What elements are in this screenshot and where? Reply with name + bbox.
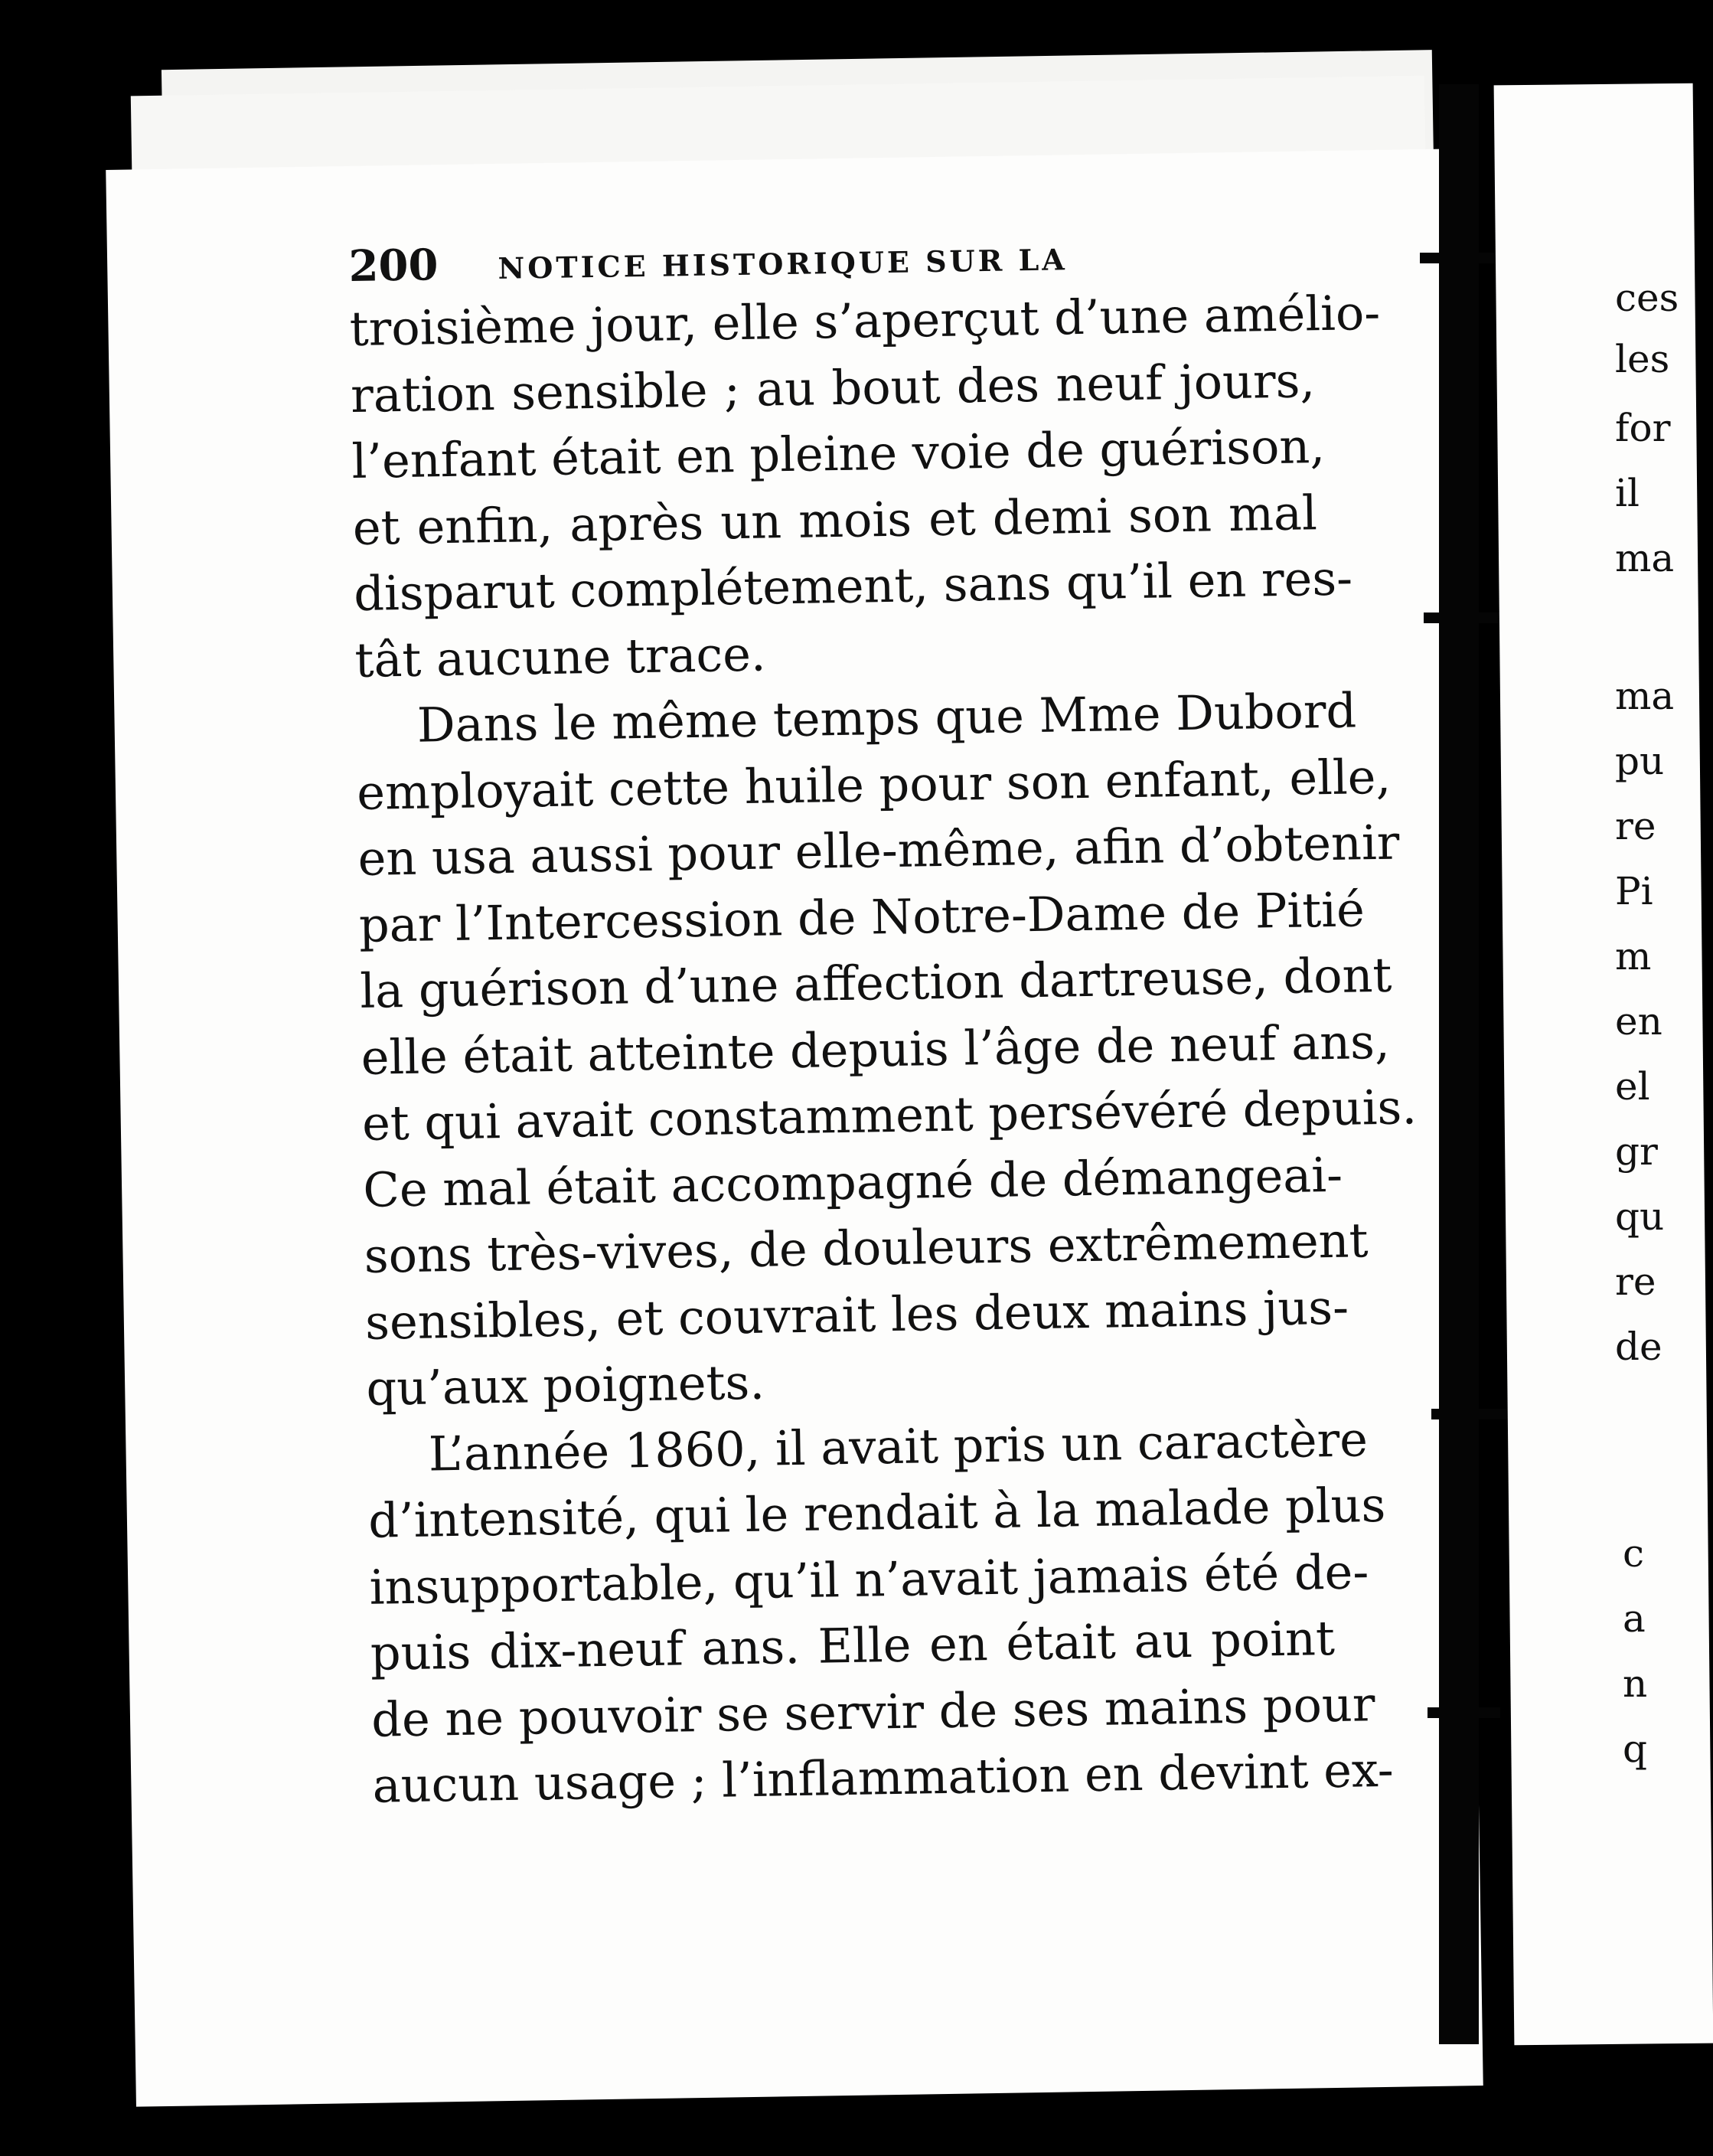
- facing-page-fragment: ces: [1615, 276, 1679, 320]
- text-line: L’année 1860, il avait pris un caractère: [428, 1410, 1369, 1482]
- facing-page-fragment: Pi: [1615, 869, 1653, 913]
- facing-page-fragment: les: [1615, 337, 1670, 381]
- binding-stitch: [1431, 1409, 1508, 1419]
- text-line: en usa aussi pour elle-même, afin d’obtenir: [357, 814, 1400, 887]
- facing-page-fragment: re: [1615, 804, 1656, 848]
- facing-page-fragment: a: [1623, 1596, 1646, 1641]
- page-text-block: [348, 226, 1418, 1819]
- text-line: la guérison d’une affection dartreuse, dont: [359, 946, 1392, 1019]
- facing-page-fragment: m: [1615, 934, 1652, 978]
- binding-stitch: [1420, 253, 1504, 263]
- facing-page-fragment: il: [1615, 471, 1640, 515]
- text-line: disparut complétement, sans qu’il en res-: [353, 550, 1353, 622]
- text-line: Dans le même temps que Mme Dubord: [416, 682, 1357, 753]
- text-line: d’intensité, qui le rendait à la malade plus: [367, 1476, 1386, 1549]
- facing-page-fragment: de: [1615, 1325, 1662, 1369]
- facing-page-fragment: el: [1615, 1064, 1650, 1109]
- facing-page-fragment: qu: [1615, 1194, 1665, 1239]
- facing-page-fragment: q: [1623, 1726, 1648, 1771]
- text-line: l’enfant était en pleine voie de guérison,: [351, 417, 1326, 489]
- text-line: qu’aux poignets.: [365, 1354, 765, 1416]
- text-line: sons très-vives, de douleurs extrêmement: [364, 1212, 1369, 1284]
- facing-page-fragment: for: [1615, 406, 1671, 450]
- binding-stitch: [1428, 1707, 1500, 1718]
- text-line: puis dix-neuf ans. Elle en était au point: [370, 1609, 1336, 1681]
- text-line: de ne pouvoir se servir de ses mains pour: [370, 1675, 1375, 1748]
- text-line: tât aucune trace.: [354, 626, 767, 688]
- facing-page-fragment: c: [1623, 1531, 1645, 1576]
- text-line: elle était atteinte depuis l’âge de neuf ans,: [361, 1013, 1391, 1086]
- running-title: NOTICE HISTORIQUE SUR LA: [498, 242, 1069, 286]
- book-binding: [1439, 84, 1479, 2044]
- facing-page-fragment: ma: [1615, 536, 1675, 580]
- facing-page-fragment: pu: [1615, 739, 1665, 783]
- text-line: et enfin, après un mois et demi son mal: [352, 484, 1318, 556]
- text-line: ration sensible ; au bout des neuf jours,: [350, 351, 1316, 423]
- text-line: Ce mal était accompagné de démangeai-: [362, 1146, 1343, 1218]
- text-line: employait cette huile pour son enfant, elle,: [356, 748, 1392, 821]
- facing-page-fragment: ma: [1615, 674, 1675, 718]
- text-line: sensibles, et couvrait les deux mains jus-: [364, 1279, 1349, 1351]
- facing-page-fragment: gr: [1615, 1129, 1658, 1174]
- facing-page-fragment: en: [1615, 999, 1662, 1044]
- text-line: et qui avait constamment persévéré depuis.: [361, 1079, 1418, 1152]
- page-number: 200: [348, 240, 439, 292]
- facing-page-fragment: re: [1615, 1259, 1656, 1304]
- binding-stitch: [1424, 612, 1504, 623]
- text-line: troisième jour, elle s’aperçut d’une amélio-: [349, 284, 1381, 357]
- text-line: par l’Intercession de Notre-Dame de Pitié: [358, 880, 1366, 953]
- facing-page: [1494, 83, 1713, 2046]
- text-line: insupportable, qu’il n’avait jamais été de-: [369, 1543, 1369, 1615]
- text-line: aucun usage ; l’inflammation en devint ex-: [372, 1741, 1395, 1814]
- facing-page-fragment: n: [1623, 1661, 1648, 1706]
